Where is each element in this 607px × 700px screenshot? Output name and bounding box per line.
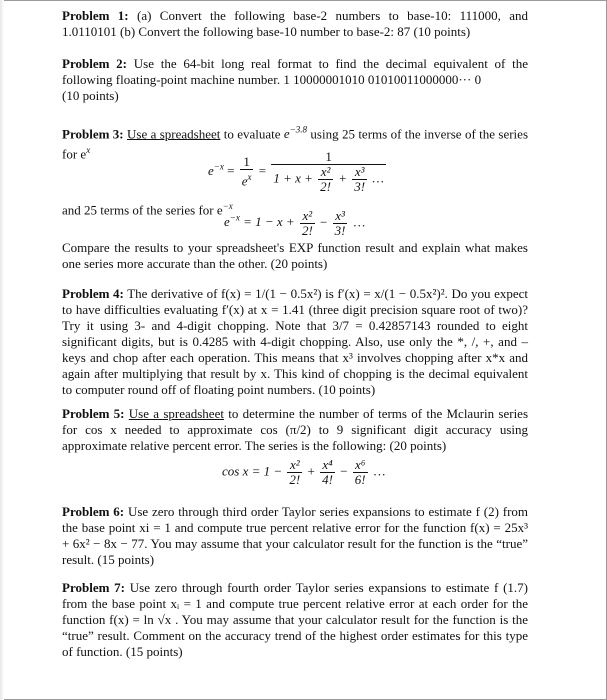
problem-1-label: Problem 1:	[62, 8, 129, 23]
problem-4-text: The derivative of f(x) = 1/(1 − 0.5x²) is f′(x) = x/(1 − 0.5x²)². Do you expect to have difficulties evaluating f′(x) at x = 1.41 (three digit precision square root of two)? Try it using 3- and 4-digit chopping. Note that 3/7 = 0.42857143 rounded to eight significant digits, but is 0.4285 with 4-digit chopping. Also, use only the *, /, +, and – keys and chop after each operation. This means that x³ involves chopping after x*x and again after multiplying that result by x. This kind of chopping is the decimal equivalent to computer round off of floating point numbers. (10 points)	[62, 286, 529, 397]
problem-3-compare-text: Compare the results to your spreadsheet's EXP function result and explain what makes one series more accurate than the other. (20 points)	[62, 240, 528, 271]
problem-7-label: Problem 7:	[62, 580, 126, 595]
problem-3-mid-sup: −x	[222, 201, 233, 211]
problem-6-text: Use zero through third order Taylor series expansions to estimate f (2) from the base point xi = 1 and compute true percent relative error for the function f(x) = 25x³ + 6x² − 8x − 77. You may assume that your calculator result for the function is the “true” result. (15 points)	[62, 504, 529, 567]
problem-6-label: Problem 6:	[62, 504, 125, 519]
problem-4-label: Problem 4:	[62, 286, 124, 301]
problem-3-mid-text: and 25 terms of the series for e	[62, 202, 223, 218]
problem-5-equation: cos x = 1 − $\frac{\text{x²}}{2!}$ + $\frac{\text{x⁴}}{4!}$ − $\frac{\text{x⁶}}{6!}$ …	[222, 457, 386, 487]
problem-5-label: Problem 5:	[62, 406, 125, 421]
page-edge-shadow	[0, 0, 4, 700]
problem-2-points: (10 points)	[62, 88, 119, 103]
problem-2-machine-number: 1 10000001010 01010011000000··· 0	[283, 72, 482, 87]
problem-3-equation-2: $e^{-x} = 1 - x$ + $\frac{\text{x²}}{2!}$ − $\frac{\text{x³}}{3!}$ …	[224, 208, 366, 238]
problem-3-compare	[62, 240, 528, 272]
problem-3-text-b-sup: x	[86, 145, 91, 156]
problem-3-label: Problem 3:	[62, 126, 124, 142]
problem-1-text: (a) Convert the following base-2 numbers to base-10: 111000, and 1.0110101 (b) Convert the following base-10 number to base-2: 87 (10 points)	[62, 8, 528, 39]
problem-4	[62, 286, 528, 398]
problem-7-text: Use zero through fourth order Taylor series expansions to estimate f (1.7) from the base point xᵢ = 1 and compute true percent relative error at each order for the function f(x) = ln √x . You may assume that your calculator result for the function is the “true” result. Comment on the accuracy trend of the highest order estimates for this type of function. (15 points)	[62, 580, 529, 659]
problem-2	[62, 56, 528, 104]
problem-3-exp: $e^{-3.8}$	[283, 125, 308, 142]
problem-5-link: Use a spreadsheet	[128, 406, 224, 421]
problem-5	[62, 406, 528, 454]
problem-5-text: to determine the number of terms of the Mclaurin series for cos x needed to approximate cos (π/2) to 9 significant digit accuracy using approximate relative percent error. The series is the following: (20 points)	[62, 406, 529, 453]
problem-3-text-a: to evaluate	[223, 126, 281, 142]
problem-7	[62, 580, 528, 660]
problem-1	[62, 8, 528, 40]
problem-2-text: Use the 64-bit long real format to find the decimal equivalent of the following floating-point machine number.	[62, 56, 529, 87]
problem-3-text-b: using 25 terms of the inverse of the series for e	[62, 126, 528, 162]
problem-3-equation-1: $e^{-x}$ = $\frac{1}{e^x}$ = 1 1 + x + $\frac{\text{x²}}{2!}$ + $\frac{\text{x³}}{3!}$ …	[208, 149, 384, 194]
problem-3-link: Use a spreadsheet	[127, 126, 221, 142]
problem-2-label: Problem 2:	[62, 56, 127, 71]
problem-6	[62, 504, 528, 568]
